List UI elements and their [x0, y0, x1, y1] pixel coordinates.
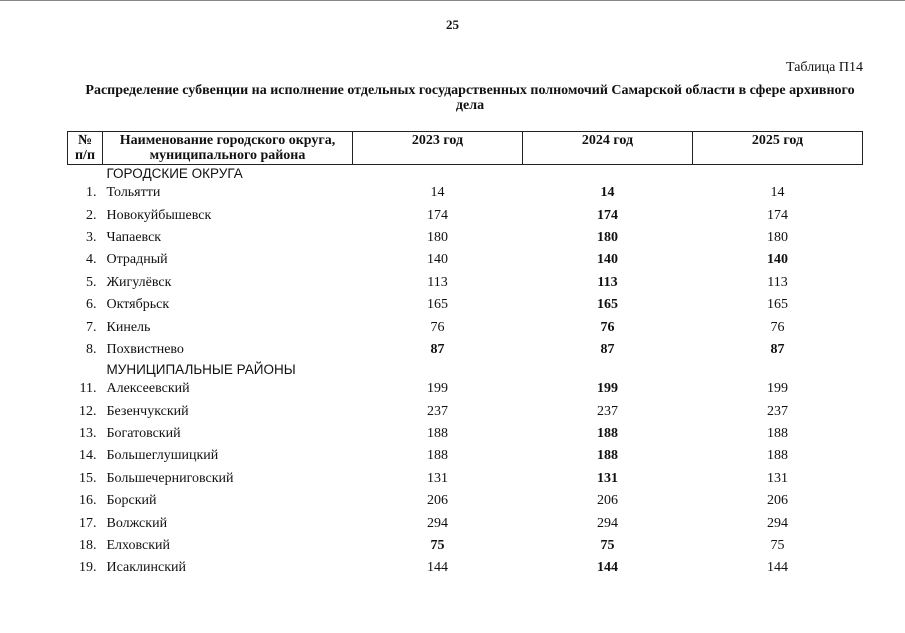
value-2023: 237 — [427, 403, 448, 419]
value-2025: 188 — [767, 426, 788, 442]
section-title: ГОРОДСКИЕ ОКРУГА — [106, 166, 243, 181]
section-row — [68, 165, 863, 183]
value-2025: 76 — [770, 319, 785, 335]
table-row — [68, 468, 863, 490]
row-number: 19. — [79, 560, 97, 576]
row-name: Борский — [106, 493, 157, 509]
row-name: Тольятти — [106, 185, 161, 201]
row-number: 13. — [79, 426, 97, 442]
table-row — [68, 294, 863, 316]
table-row — [68, 445, 863, 467]
value-2023: 206 — [427, 493, 448, 509]
table-row — [68, 339, 863, 361]
subvention-table — [67, 131, 863, 580]
table-row — [68, 272, 863, 294]
value-2024: 206 — [597, 493, 618, 509]
value-2025: 113 — [767, 274, 788, 290]
table-row — [68, 401, 863, 423]
table-row — [68, 182, 863, 204]
value-2023: 199 — [427, 381, 448, 397]
row-number: 1. — [86, 185, 97, 201]
table-row — [68, 512, 863, 534]
value-2025: 75 — [770, 538, 785, 554]
value-2025: 206 — [767, 493, 788, 509]
page-number: 25 — [446, 17, 459, 32]
row-name: Богатовский — [106, 426, 181, 442]
value-2023: 188 — [427, 426, 448, 442]
value-2023: 75 — [430, 538, 445, 554]
table-row — [68, 204, 863, 226]
value-2025: 165 — [767, 297, 788, 313]
section-spacer — [68, 165, 103, 183]
row-number: 15. — [79, 470, 97, 486]
row-name: Безенчукский — [106, 403, 189, 419]
table-row — [68, 535, 863, 557]
row-name: Волжский — [106, 515, 168, 531]
row-number: 2. — [86, 207, 97, 223]
section-spacer — [68, 361, 103, 378]
table-row — [68, 227, 863, 249]
header-2025: 2025 год — [693, 132, 863, 165]
value-2023: 87 — [430, 341, 445, 357]
row-number: 11. — [79, 381, 97, 397]
value-2025: 188 — [767, 448, 788, 464]
value-2024: 188 — [597, 448, 618, 464]
row-name: Кинель — [106, 319, 151, 335]
row-name: Исаклинский — [106, 560, 186, 576]
value-2024: 75 — [600, 538, 615, 554]
value-2024: 294 — [597, 515, 618, 531]
table-body — [68, 165, 863, 580]
value-2023: 188 — [427, 448, 448, 464]
value-2024: 188 — [597, 426, 618, 442]
row-number: 16. — [79, 493, 97, 509]
table-row — [68, 249, 863, 271]
section-title: МУНИЦИПАЛЬНЫЕ РАЙОНЫ — [106, 362, 296, 378]
row-name: Чапаевск — [106, 229, 162, 245]
value-2025: 180 — [767, 229, 788, 245]
value-2025: 237 — [767, 403, 788, 419]
value-2024: 199 — [597, 381, 618, 397]
row-name: Новокуйбышевск — [106, 207, 212, 223]
value-2024: 87 — [600, 341, 615, 357]
value-2024: 180 — [597, 229, 618, 245]
document-title: Распределение субвенции на исполнение отдельных государственных полномочий Самарской области в сфере архивного дела — [85, 83, 855, 113]
value-2025: 199 — [767, 381, 788, 397]
table-row — [68, 316, 863, 338]
row-number: 4. — [86, 252, 97, 268]
value-2025: 144 — [767, 560, 788, 576]
value-2023: 14 — [430, 185, 445, 201]
header-2024: 2024 год — [523, 132, 693, 165]
value-2024: 131 — [597, 470, 618, 486]
value-2024: 76 — [600, 319, 615, 335]
row-name: Жигулёвск — [106, 274, 172, 290]
value-2023: 144 — [427, 560, 448, 576]
value-2025: 174 — [767, 207, 788, 223]
row-number: 7. — [86, 319, 97, 335]
top-border-line — [0, 0, 905, 1]
table-row — [68, 557, 863, 579]
value-2023: 174 — [427, 207, 448, 223]
table-row — [68, 490, 863, 512]
value-2024: 14 — [600, 185, 615, 201]
row-name: Похвистнево — [106, 341, 184, 357]
table-header — [68, 132, 863, 165]
value-2025: 87 — [770, 341, 785, 357]
header-2023: 2023 год — [353, 132, 523, 165]
row-number: 12. — [79, 403, 97, 419]
value-2023: 76 — [430, 319, 445, 335]
value-2024: 113 — [597, 274, 618, 290]
value-2024: 174 — [597, 207, 618, 223]
value-2023: 294 — [427, 515, 448, 531]
row-name: Елховский — [106, 538, 171, 554]
section-row — [68, 361, 863, 378]
value-2024: 165 — [597, 297, 618, 313]
value-2024: 144 — [597, 560, 618, 576]
row-name: Отрадный — [106, 252, 168, 268]
row-number: 5. — [86, 274, 97, 290]
row-number: 14. — [79, 448, 97, 464]
row-name: Большеглушицкий — [106, 448, 219, 464]
value-2023: 165 — [427, 297, 448, 313]
value-2024: 140 — [597, 252, 618, 268]
table-label: Таблица П14 — [786, 60, 863, 75]
value-2024: 237 — [597, 403, 618, 419]
row-number: 8. — [86, 341, 97, 357]
row-number: 6. — [86, 297, 97, 313]
value-2025: 140 — [767, 252, 788, 268]
row-name: Большечерниговский — [106, 470, 234, 486]
value-2025: 294 — [767, 515, 788, 531]
row-number: 17. — [79, 515, 97, 531]
row-number: 3. — [86, 229, 97, 245]
header-name: Наименование городского округа, муниципального района — [103, 132, 353, 165]
value-2025: 14 — [770, 185, 785, 201]
table-row — [68, 378, 863, 400]
value-2023: 140 — [427, 252, 448, 268]
row-name: Октябрьск — [106, 297, 170, 313]
value-2023: 180 — [427, 229, 448, 245]
value-2023: 113 — [427, 274, 448, 290]
value-2023: 131 — [427, 470, 448, 486]
row-name: Алексеевский — [106, 381, 190, 397]
header-num: № п/п — [68, 132, 103, 165]
table-row — [68, 423, 863, 445]
value-2025: 131 — [767, 470, 788, 486]
row-number: 18. — [79, 538, 97, 554]
